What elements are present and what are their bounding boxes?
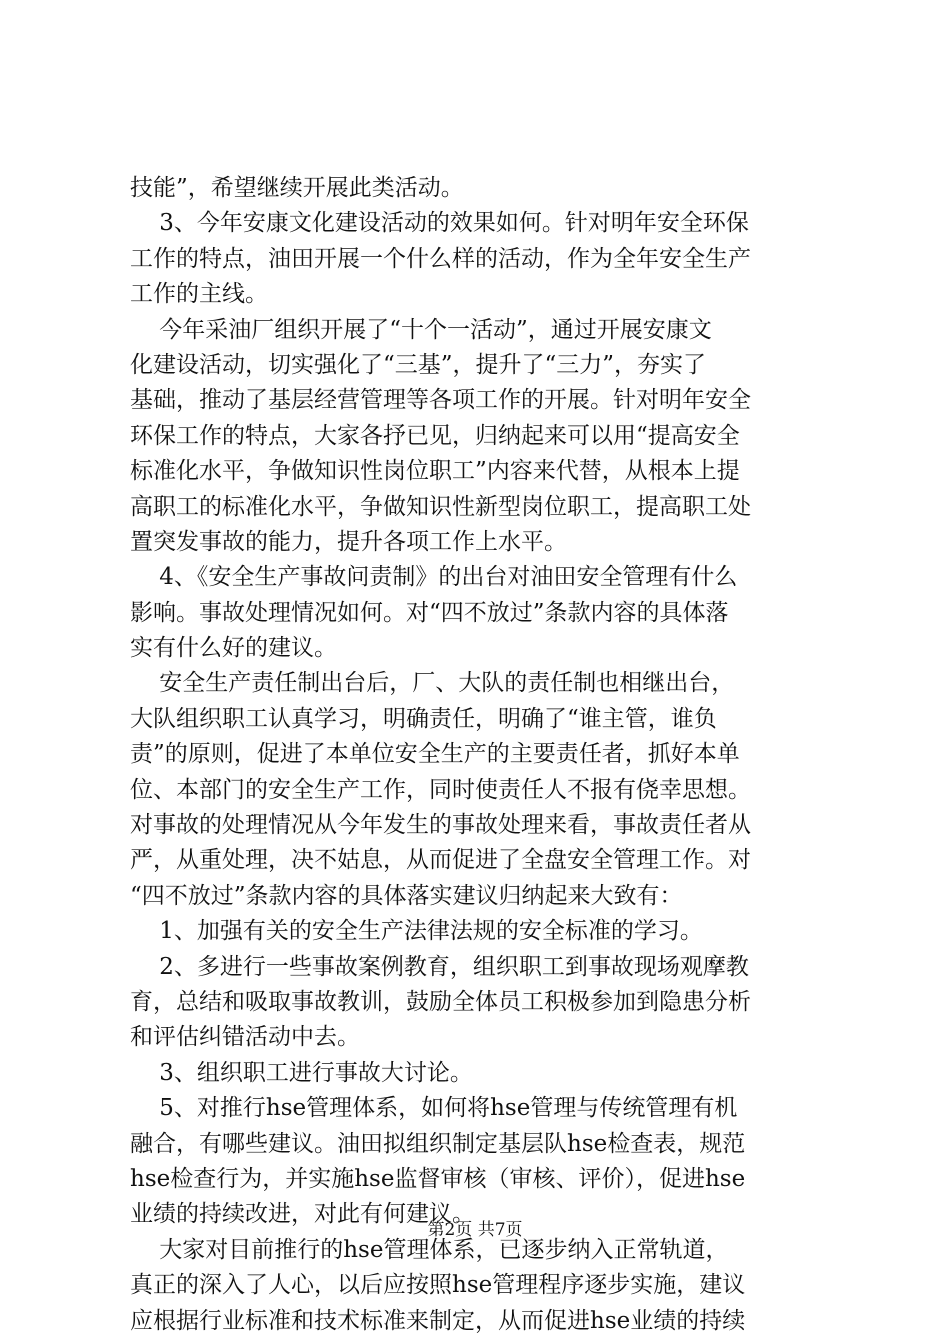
page-number-footer: 第2页 共7页: [427, 1220, 523, 1240]
text-line: 位、本部门的安全生产工作，同时使责任人不报有侥幸思想。: [130, 776, 751, 803]
text-line: 大家对目前推行的hse管理体系，已逐步纳入正常轨道，: [130, 1236, 729, 1263]
text-line: 实有什么好的建议。: [130, 635, 337, 662]
text-line: 置突发事故的能力，提升各项工作上水平。: [130, 528, 567, 555]
text-line: 3、今年安康文化建设活动的效果如何。针对明年安全环保: [130, 210, 749, 237]
text-line: 5、对推行hse管理体系，如何将hse管理与传统管理有机: [130, 1095, 738, 1122]
text-line: 技能”，希望继续开展此类活动。: [130, 175, 464, 201]
text-line: 影响。事故处理情况如何。对“四不放过”条款内容的具体落: [130, 599, 729, 626]
text-line: “四不放过”条款内容的具体落实建议归纳起来大致有：: [130, 882, 683, 909]
text-line: 大队组织职工认真学习，明确责任，明确了“谁主管，谁负: [130, 705, 717, 732]
text-line: 对事故的处理情况从今年发生的事故处理来看，事故责任者从: [130, 812, 751, 839]
text-line: 融合，有哪些建议。油田拟组织制定基层队hse检查表，规范: [130, 1130, 746, 1157]
text-line: 2、多进行一些事故案例教育，组织职工到事故现场观摩教: [130, 953, 749, 980]
text-line: 4、《安全生产事故问责制》的出台对油田安全管理有什么: [130, 564, 738, 591]
text-line: 工作的主线。: [130, 281, 268, 308]
text-line: 真正的深入了人心，以后应按照hse管理程序逐步实施，建议: [130, 1272, 746, 1299]
text-line: 化建设活动，切实强化了“三基”，提升了“三力”，夯实了: [130, 351, 707, 378]
text-line: 工作的特点，油田开展一个什么样的活动，作为全年安全生产: [130, 245, 751, 272]
text-line: 3、组织职工进行事故大讨论。: [130, 1059, 473, 1086]
text-line: 应根据行业标准和技术标准来制定，从而促进hse业绩的持续: [130, 1307, 746, 1334]
text-line: 基础，推动了基层经营管理等各项工作的开展。针对明年安全: [130, 387, 751, 414]
text-line: 和评估纠错活动中去。: [130, 1024, 360, 1051]
text-line: 今年采油厂组织开展了“十个一活动”，通过开展安康文: [130, 316, 712, 343]
text-line: 育，总结和吸取事故教训，鼓励全体员工积极参加到隐患分析: [130, 988, 751, 1015]
text-line: 责”的原则，促进了本单位安全生产的主要责任者，抓好本单: [130, 741, 740, 768]
text-line: hse检查行为，并实施hse监督审核（审核、评价），促进hse: [130, 1165, 746, 1192]
text-line: 安全生产责任制出台后，厂、大队的责任制也相继出台，: [130, 670, 735, 697]
text-line: 1、加强有关的安全生产法律法规的安全标准的学习。: [130, 918, 703, 945]
body-text: [130, 171, 850, 1339]
text-line: 高职工的标准化水平，争做知识性新型岗位职工，提高职工处: [130, 493, 751, 520]
text-line: 标准化水平，争做知识性岗位职工”内容来代替，从根本上提: [130, 458, 740, 485]
text-line: 严，从重处理，决不姑息，从而促进了全盘安全管理工作。对: [130, 847, 751, 874]
text-line: 环保工作的特点，大家各抒已见，归纳起来可以用“提高安全: [130, 422, 740, 449]
text-line: 业绩的持续改进，对此有何建议。: [130, 1201, 475, 1228]
